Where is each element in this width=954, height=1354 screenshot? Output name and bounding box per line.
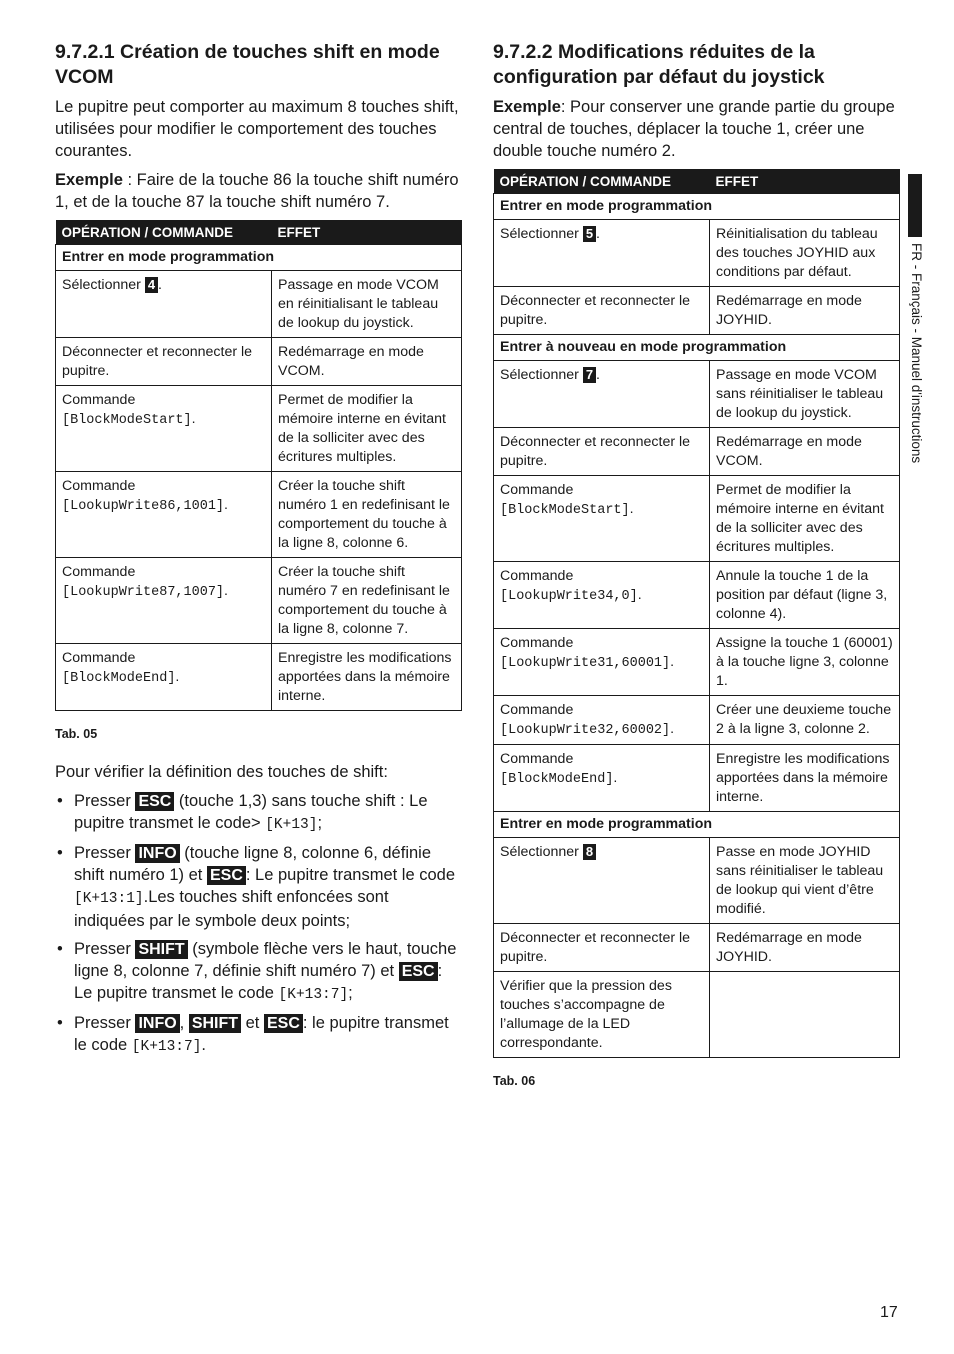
table-header-effect: EFFET — [710, 169, 900, 194]
table-row: Commande [BlockModeStart]. Permet de modifier la mémoire interne en évitant de la solliciter avec des écritures multiples. — [494, 476, 900, 562]
table-row: Déconnecter et reconnecter le pupitre. Redémarrage en mode JOYHID. — [494, 287, 900, 335]
list-item: • Presser INFO (touche ligne 8, colonne 6, définie shift numéro 1) et ESC : Le pupitre transmet le code [K+13:1].Les touches shift enfoncées sont indiquées par le symbole deux points; — [55, 842, 462, 932]
left-column — [55, 40, 462, 1064]
verify-list — [55, 790, 462, 1058]
effect-cell: Enregistre les modifications apportées dans la mémoire interne. — [710, 745, 900, 812]
table-row: Commande [BlockModeEnd]. Enregistre les modifications apportées dans la mémoire interne. — [494, 745, 900, 812]
code-text: [BlockModeEnd] — [500, 772, 614, 787]
code-text: [LookupWrite31,60001] — [500, 656, 671, 671]
list-item: • Presser SHIFT (symbole flèche vers le haut, touche ligne 8, colonne 7, définie shift numéro 7) et ESC : Le pupitre transmet le code [K+13:7]; — [55, 938, 462, 1006]
effect-cell: Créer une deuxieme touche 2 à la ligne 3, colonne 2. — [710, 696, 900, 745]
effect-cell: Redémarrage en mode JOYHID. — [710, 287, 900, 335]
effect-cell — [710, 972, 900, 1058]
side-tab-marker — [908, 174, 922, 237]
key-info: INFO — [135, 1014, 179, 1033]
table-caption: Tab. 06 — [493, 1074, 536, 1088]
code-text: [BlockModeStart] — [62, 413, 192, 428]
table-row: Sélectionner 7 . Passage en mode VCOM sans réinitialiser le tableau de lookup du joystick. — [494, 361, 900, 428]
table-row: Commande [LookupWrite34,0]. Annule la touche 1 de la position par défaut (ligne 3, colonne 4). — [494, 562, 900, 629]
section-heading-9-7-2-1: 9.7.2.1 Création de touches shift en mode VCOM — [55, 41, 440, 88]
effect-cell: Redémarrage en mode JOYHID. — [710, 924, 900, 972]
key-esc: ESC — [207, 866, 246, 885]
table-row: Commande [BlockModeEnd]. Enregistre les modifications apportées dans la mémoire interne. — [56, 644, 462, 711]
table-row: Déconnecter et reconnecter le pupitre. Redémarrage en mode JOYHID. — [494, 924, 900, 972]
table-header-effect: EFFET — [272, 220, 462, 245]
table-tab05 — [55, 220, 462, 711]
code-text: [K+13] — [265, 817, 318, 833]
table-row: Sélectionner 5 . Réinitialisation du tableau des touches JOYHID aux conditions par défaut. — [494, 220, 900, 287]
example-label: Exemple — [55, 171, 123, 189]
key-esc: ESC — [399, 962, 438, 981]
effect-cell: Passage en mode VCOM en réinitialisant le tableau de lookup du joystick. — [272, 271, 462, 338]
intro-paragraph: Le pupitre peut comporter au maximum 8 touches shift, utilisées pour modifier le comportement des touches courantes. — [55, 98, 459, 160]
key-esc: ESC — [264, 1014, 303, 1033]
list-item: • Presser ESC (touche 1,3) sans touche shift : Le pupitre transmet le code> [K+13]; — [55, 790, 462, 836]
section-heading-9-7-2-2: 9.7.2.2 Modifications réduites de la configuration par défaut du joystick — [493, 41, 825, 88]
code-text: [K+13:1] — [74, 891, 144, 907]
side-label: FR - Français - Manuel d'instructions — [909, 243, 924, 464]
page-number: 17 — [880, 1304, 898, 1321]
key-badge: 4 — [145, 277, 158, 293]
table-header-operation: OPÉRATION / COMMANDE — [56, 220, 272, 245]
code-text: [BlockModeEnd] — [62, 671, 176, 686]
key-badge: 7 — [583, 367, 596, 383]
list-item: • Presser INFO , SHIFT et ESC : le pupitre transmet le code [K+13:7]. — [55, 1012, 462, 1058]
code-text: [BlockModeStart] — [500, 503, 630, 518]
table-section-row: Entrer en mode programmation — [56, 245, 462, 271]
key-esc: ESC — [135, 792, 174, 811]
table-section-row: Entrer en mode programmation — [494, 194, 900, 220]
code-text: [LookupWrite86,1001] — [62, 499, 225, 514]
table-row: Sélectionner 4 . Passage en mode VCOM en réinitialisant le tableau de lookup du joystick. — [56, 271, 462, 338]
example-label: Exemple — [493, 98, 561, 116]
right-column — [493, 40, 900, 1108]
key-badge: 8 — [583, 844, 596, 860]
effect-cell: Créer la touche shift numéro 1 en redefinisant le comportement du touche à la ligne 8, colonne 6. — [272, 472, 462, 558]
effect-cell: Redémarrage en mode VCOM. — [272, 338, 462, 386]
table-row: Vérifier que la pression des touches s’accompagne de l’allumage de la LED correspondante. — [494, 972, 900, 1058]
code-text: [K+13:7] — [131, 1039, 202, 1055]
table-row: Déconnecter et reconnecter le pupitre. Redémarrage en mode VCOM. — [56, 338, 462, 386]
table-section-row: Entrer en mode programmation — [494, 812, 900, 838]
effect-cell: Réinitialisation du tableau des touches JOYHID aux conditions par défaut. — [710, 220, 900, 287]
code-text: [LookupWrite32,60002] — [500, 723, 671, 738]
effect-cell: Redémarrage en mode VCOM. — [710, 428, 900, 476]
table-row: Commande [LookupWrite86,1001]. Créer la touche shift numéro 1 en redefinisant le comportement du touche à la ligne 8, colonne 6. — [56, 472, 462, 558]
table-row: Commande [LookupWrite87,1007]. Créer la touche shift numéro 7 en redefinisant le comportement du touche à la ligne 8, colonne 7. — [56, 558, 462, 644]
table-row: Commande [LookupWrite31,60001]. Assigne la touche 1 (60001) à la touche ligne 3, colonne 1. — [494, 629, 900, 696]
table-row: Commande [LookupWrite32,60002]. Créer une deuxieme touche 2 à la ligne 3, colonne 2. — [494, 696, 900, 745]
code-text: [LookupWrite87,1007] — [62, 585, 225, 600]
effect-cell: Passage en mode VCOM sans réinitialiser le tableau de lookup du joystick. — [710, 361, 900, 428]
example-paragraph — [55, 169, 462, 213]
effect-cell: Assigne la touche 1 (60001) à la touche ligne 3, colonne 1. — [710, 629, 900, 696]
code-text: [K+13:7] — [278, 987, 349, 1003]
effect-cell: Enregistre les modifications apportées dans la mémoire interne. — [272, 644, 462, 711]
code-text: [LookupWrite34,0] — [500, 589, 638, 604]
table-row: Sélectionner 8 Passe en mode JOYHID sans réinitialiser le tableau de lookup qui vient d’être modifié. — [494, 838, 900, 924]
example-text: : Pour conserver une grande partie du groupe central de touches, déplacer la touche 1, créer une double touche numéro 2. — [493, 98, 895, 160]
effect-cell: Créer la touche shift numéro 7 en redefinisant le comportement du touche à la ligne 8, colonne 7. — [272, 558, 462, 644]
effect-cell: Permet de modifier la mémoire interne en évitant de la solliciter avec des écritures multiples. — [272, 386, 462, 472]
table-row: Déconnecter et reconnecter le pupitre. Redémarrage en mode VCOM. — [494, 428, 900, 476]
key-shift: SHIFT — [189, 1014, 241, 1033]
effect-cell: Annule la touche 1 de la position par défaut (ligne 3, colonne 4). — [710, 562, 900, 629]
table-header-operation: OPÉRATION / COMMANDE — [494, 169, 710, 194]
table-caption: Tab. 05 — [55, 727, 98, 741]
key-badge: 5 — [583, 226, 596, 242]
table-row: Commande [BlockModeStart]. Permet de modifier la mémoire interne en évitant de la solliciter avec des écritures multiples. — [56, 386, 462, 472]
example-paragraph — [493, 96, 900, 162]
table-section-row: Entrer à nouveau en mode programmation — [494, 335, 900, 361]
key-shift: SHIFT — [135, 940, 187, 959]
table-tab06 — [493, 169, 900, 1058]
key-info: INFO — [135, 844, 179, 863]
effect-cell: Passe en mode JOYHID sans réinitialiser le tableau de lookup qui vient d’être modifié. — [710, 838, 900, 924]
example-text: : Faire de la touche 86 la touche shift numéro 1, et de la touche 87 la touche shift numéro 7. — [55, 171, 459, 211]
effect-cell: Permet de modifier la mémoire interne en évitant de la solliciter avec des écritures multiples. — [710, 476, 900, 562]
verify-intro: Pour vérifier la définition des touches de shift: — [55, 763, 388, 781]
